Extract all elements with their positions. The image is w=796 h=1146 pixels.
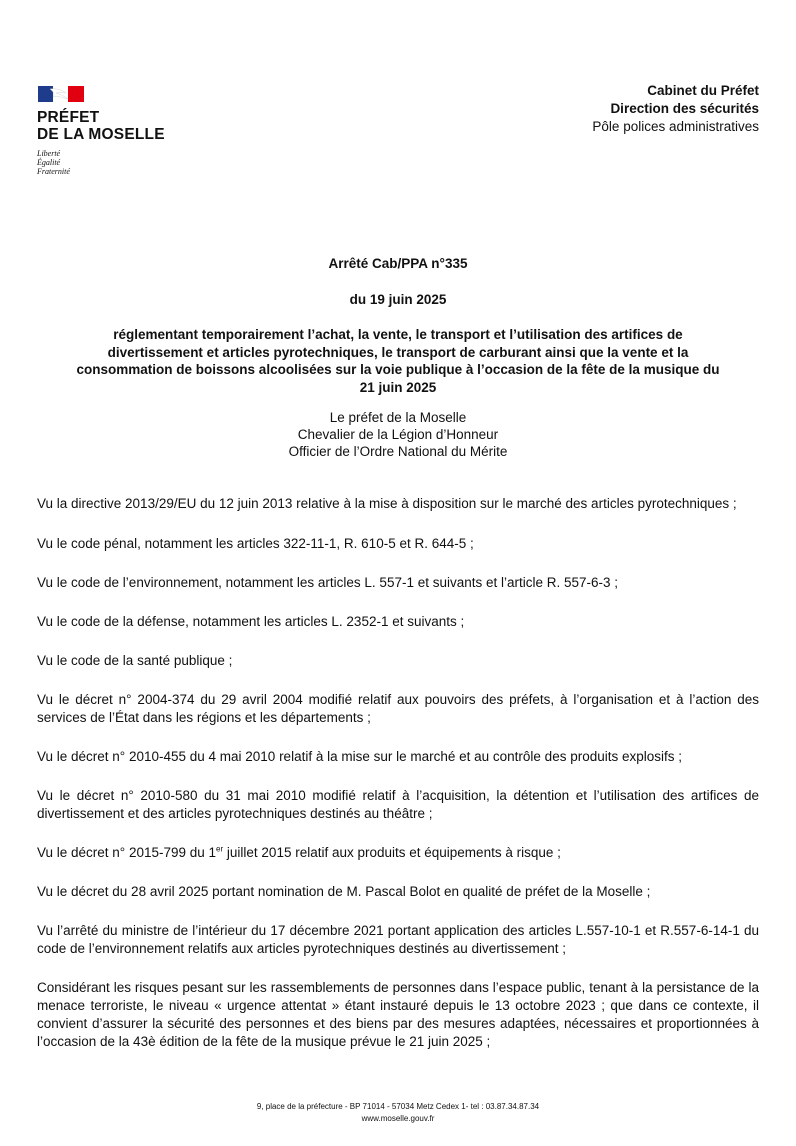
decree-subject-line: divertissement et articles pyrotechniques, le transport de carburant ainsi que la vente et la [107,344,689,360]
decree-preamble [37,495,759,1051]
footer-address: 9, place de la préfecture - BP 71014 - 57034 Metz Cedex 1- tel : 03.87.34.87.34 [256,1102,540,1111]
preamble-paragraph: Vu la directive 2013/29/EU du 12 juin 2013 relative à la mise à disposition sur le marché des articles pyrotechniques ; [37,496,737,511]
logo-title-line2: DE LA MOSELLE [37,126,165,143]
motto-liberte: Liberté [37,149,61,158]
p9-superscript: er [216,844,224,854]
motto-egalite: Égalité [37,158,61,167]
p9-text-end: juillet 2015 relatif aux produits et équipements à risque ; [223,845,561,860]
preamble-paragraph [37,844,759,862]
decree-title [37,254,759,396]
republic-motto [37,149,177,176]
p9-text-start: Vu le décret n° 2015-799 du 1 [37,845,217,860]
service-cabinet: Cabinet du Préfet [647,83,759,98]
footer-website[interactable]: www.moselle.gouv.fr [361,1114,435,1123]
preamble-paragraph: Vu le décret n° 2010-580 du 31 mai 2010 modifié relatif à l’acquisition, la détention et l’utilisation des artifices de divertissement et des articles pyrotechniques destinés au théâtre ; [37,788,759,821]
decree-subject [37,326,759,396]
service-direction: Direction des sécurités [610,101,759,116]
preamble-paragraph: Vu le code pénal, notamment les articles 322-11-1, R. 610-5 et R. 644-5 ; [37,536,474,551]
preamble-paragraph: Vu le décret n° 2004-374 du 29 avril 2004 modifié relatif aux pouvoirs des préfets, à l’organisation et à l’action des services de l’État dans les régions et les départements ; [37,692,759,725]
decree-number: Arrêté Cab/PPA n°335 [328,256,468,271]
prefect-merit: Officier de l’Ordre National du Mérite [288,444,508,459]
decree-date: du 19 juin 2025 [349,292,447,307]
considering-paragraph: Considérant les risques pesant sur les rassemblements de personnes dans l’espace public, tenant à la persistance de la menace terroriste, le niveau « urgence attentat » étant instauré depuis le 13 octobre 2023 ; que dans ce contexte, il convient d’assurer la sécurité des personnes et des biens par des mesures adaptées, nécessaires et proportionnées à l’occasion de la 43è édition de la fête de la musique prévue le 21 juin 2025 ; [37,980,759,1049]
preamble-paragraph: Vu le décret du 28 avril 2025 portant nomination de M. Pascal Bolot en qualité de préfet de la Moselle ; [37,884,651,899]
prefect-name: Le préfet de la Moselle [329,410,467,425]
preamble-paragraph: Vu le code de la défense, notamment les articles L. 2352-1 et suivants ; [37,614,465,629]
prefect-honour: Chevalier de la Légion d’Honneur [297,427,499,442]
preamble-paragraph: Vu l’arrêté du ministre de l’intérieur du 17 décembre 2021 portant application des articles L.557-10-1 et R.557-6-14-1 du code de l’environnement relatifs aux articles pyrotechniques destinés au divertissement ; [37,923,759,956]
issuing-service [592,82,759,136]
logo-title-line1: PRÉFET [37,109,100,126]
marianne-flag-icon [38,86,84,102]
decree-subject-line: 21 juin 2025 [359,379,437,395]
motto-fraternite: Fraternité [37,167,70,176]
service-pole: Pôle polices administratives [592,119,759,134]
decree-subject-line: consommation de boissons alcoolisées sur la voie publique à l’occasion de la fête de la musique du [76,362,720,377]
prefecture-logo [37,86,177,176]
decree-subject-line: réglementant temporairement l’achat, la vente, le transport et l’utilisation des artifices de [113,327,683,342]
preamble-paragraph: Vu le décret n° 2010-455 du 4 mai 2010 relatif à la mise sur le marché et au contrôle des produits explosifs ; [37,749,683,764]
prefect-titles [37,409,759,460]
preamble-paragraph: Vu le code de l’environnement, notamment les articles L. 557-1 et suivants et l’article R. 557-6-3 ; [37,575,619,590]
preamble-paragraph: Vu le code de la santé publique ; [37,653,233,668]
